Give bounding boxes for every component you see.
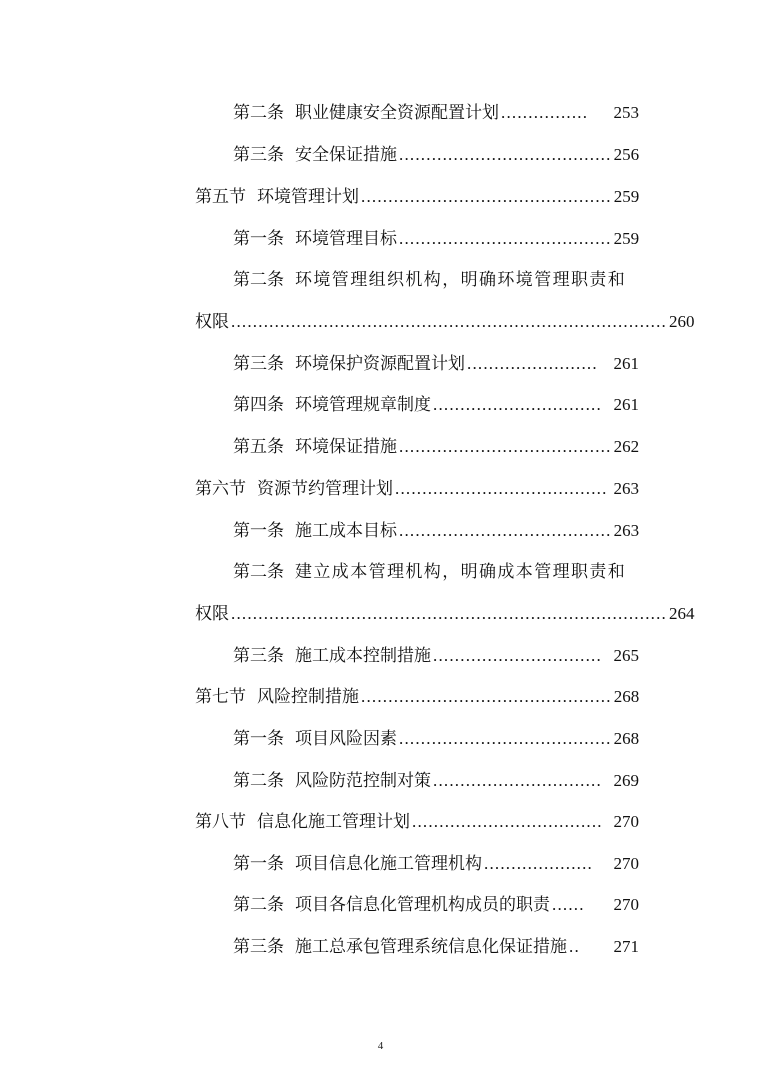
toc-entry-page: 261 [613,354,639,373]
toc-leader-dots: ................................................................................ [231,312,667,331]
toc-entry-continuation[interactable] [195,595,695,625]
toc-entry-title: 环境管理组织机构，明确环境管理职责和 [295,270,627,290]
toc-entry-prefix: 第三条 [233,354,284,374]
toc-entry-prefix: 第一条 [233,729,284,749]
toc-entry-title: 风险控制措施 [257,687,359,707]
toc-entry-continuation[interactable] [195,303,695,333]
toc-section-entry[interactable] [195,178,639,208]
toc-entry-page: 269 [613,771,639,790]
toc-entry-title: 环境保证措施 [295,437,397,457]
toc-entry-page: 270 [613,895,639,914]
toc-entry-title: 环境保护资源配置计划 [295,354,465,374]
toc-entry-page: 262 [613,437,640,456]
toc-leader-dots: ....................................... [395,479,608,498]
toc-section-entry[interactable] [195,678,639,708]
toc-entry[interactable] [233,762,639,792]
toc-leader-dots: ....................................... [399,437,612,456]
toc-entry[interactable] [233,928,639,958]
toc-entry-prefix: 第三条 [233,646,284,666]
toc-leader-dots: ............................... [433,646,602,665]
toc-entry-prefix: 第八节 [195,812,246,832]
toc-leader-dots: ........................ [467,354,598,373]
toc-entry-title: 施工成本目标 [295,521,397,541]
page-number: 4 [377,1040,384,1052]
toc-entry[interactable] [233,94,639,124]
toc-entry-page: 264 [669,604,695,623]
toc-entry-page: 268 [613,687,640,706]
toc-entry-title: 资源节约管理计划 [257,479,393,499]
toc-entry-title: 环境管理规章制度 [295,395,431,415]
toc-entry-page: 268 [613,729,640,748]
toc-entry-page: 259 [613,187,640,206]
toc-entry-prefix: 第四条 [233,395,284,415]
toc-leader-dots: ...... [552,895,585,914]
toc-entry[interactable] [233,886,639,916]
toc-entry[interactable] [233,512,639,542]
toc-leader-dots: ....................................... [399,729,612,748]
toc-leader-dots: ............................... [433,771,602,790]
toc-entry-prefix: 第二条 [233,270,284,290]
toc-leader-dots: ................ [501,103,589,122]
toc-entry[interactable] [233,720,639,750]
toc-entry-title: 信息化施工管理计划 [257,812,410,832]
toc-section-entry[interactable] [195,803,639,833]
toc-entry[interactable] [233,428,639,458]
toc-entry[interactable] [233,220,639,250]
toc-entry-prefix: 第五节 [195,187,246,207]
toc-entry-title: 项目各信息化管理机构成员的职责 [295,895,550,915]
toc-entry[interactable] [233,386,639,416]
toc-entry[interactable] [233,845,639,875]
toc-entry-prefix: 第二条 [233,895,284,915]
toc-entry-title: 建立成本管理机构，明确成本管理职责和 [295,562,627,582]
toc-entry-page: 263 [613,521,640,540]
toc-entry-prefix: 第三条 [233,145,284,165]
toc-entry-page: 261 [613,395,639,414]
toc-entry-title: 施工总承包管理系统信息化保证措施 [295,937,567,957]
toc-entry-title: 安全保证措施 [295,145,397,165]
toc-entry-title: 权限 [195,604,229,624]
toc-entry-page: 253 [613,103,639,122]
toc-entry-title: 项目风险因素 [295,729,397,749]
toc-entry-prefix: 第六节 [195,479,246,499]
toc-leader-dots: ....................................... [399,145,612,164]
toc-entry[interactable] [233,637,639,667]
toc-entry-prefix: 第五条 [233,437,284,457]
toc-entry-prefix: 第二条 [233,771,284,791]
toc-leader-dots: ................................................................................ [231,604,667,623]
toc-leader-dots: .. [569,937,580,956]
toc-entry-page: 265 [613,646,639,665]
toc-entry-page: 270 [613,854,639,873]
toc-entry-title: 环境管理计划 [257,187,359,207]
toc-entry-title: 风险防范控制对策 [295,771,431,791]
toc-leader-dots: ............................... [433,395,602,414]
toc-entry-prefix: 第七节 [195,687,246,707]
toc-entry-page: 260 [669,312,695,331]
toc-entry-prefix: 第一条 [233,521,284,541]
toc-leader-dots: ....................................... [399,229,612,248]
toc-leader-dots: .............................................. [361,187,612,206]
toc-entry-prefix: 第二条 [233,562,284,582]
toc-entry-page: 271 [613,937,639,956]
toc-leader-dots: .............................................. [361,687,612,706]
toc-leader-dots: ....................................... [399,521,612,540]
toc-entry-page: 270 [613,812,639,831]
toc-entry-prefix: 第一条 [233,854,284,874]
toc-entry[interactable] [233,261,639,291]
toc-leader-dots: .................... [484,854,593,873]
toc-section-entry[interactable] [195,470,639,500]
toc-entry-page: 263 [613,479,639,498]
toc-entry[interactable] [233,553,639,583]
toc-entry-title: 权限 [195,312,229,332]
toc-entry-page: 256 [613,145,640,164]
toc-entry-title: 项目信息化施工管理机构 [295,854,482,874]
toc-entry-prefix: 第三条 [233,937,284,957]
toc-entry-prefix: 第一条 [233,229,284,249]
toc-leader-dots: ................................... [412,812,603,831]
toc-entry-title: 职业健康安全资源配置计划 [295,103,499,123]
toc-entry[interactable] [233,136,639,166]
toc-entry-page: 259 [613,229,640,248]
toc-entry-prefix: 第二条 [233,103,284,123]
toc-entry-title: 施工成本控制措施 [295,646,431,666]
toc-entry[interactable] [233,345,639,375]
toc-entry-title: 环境管理目标 [295,229,397,249]
